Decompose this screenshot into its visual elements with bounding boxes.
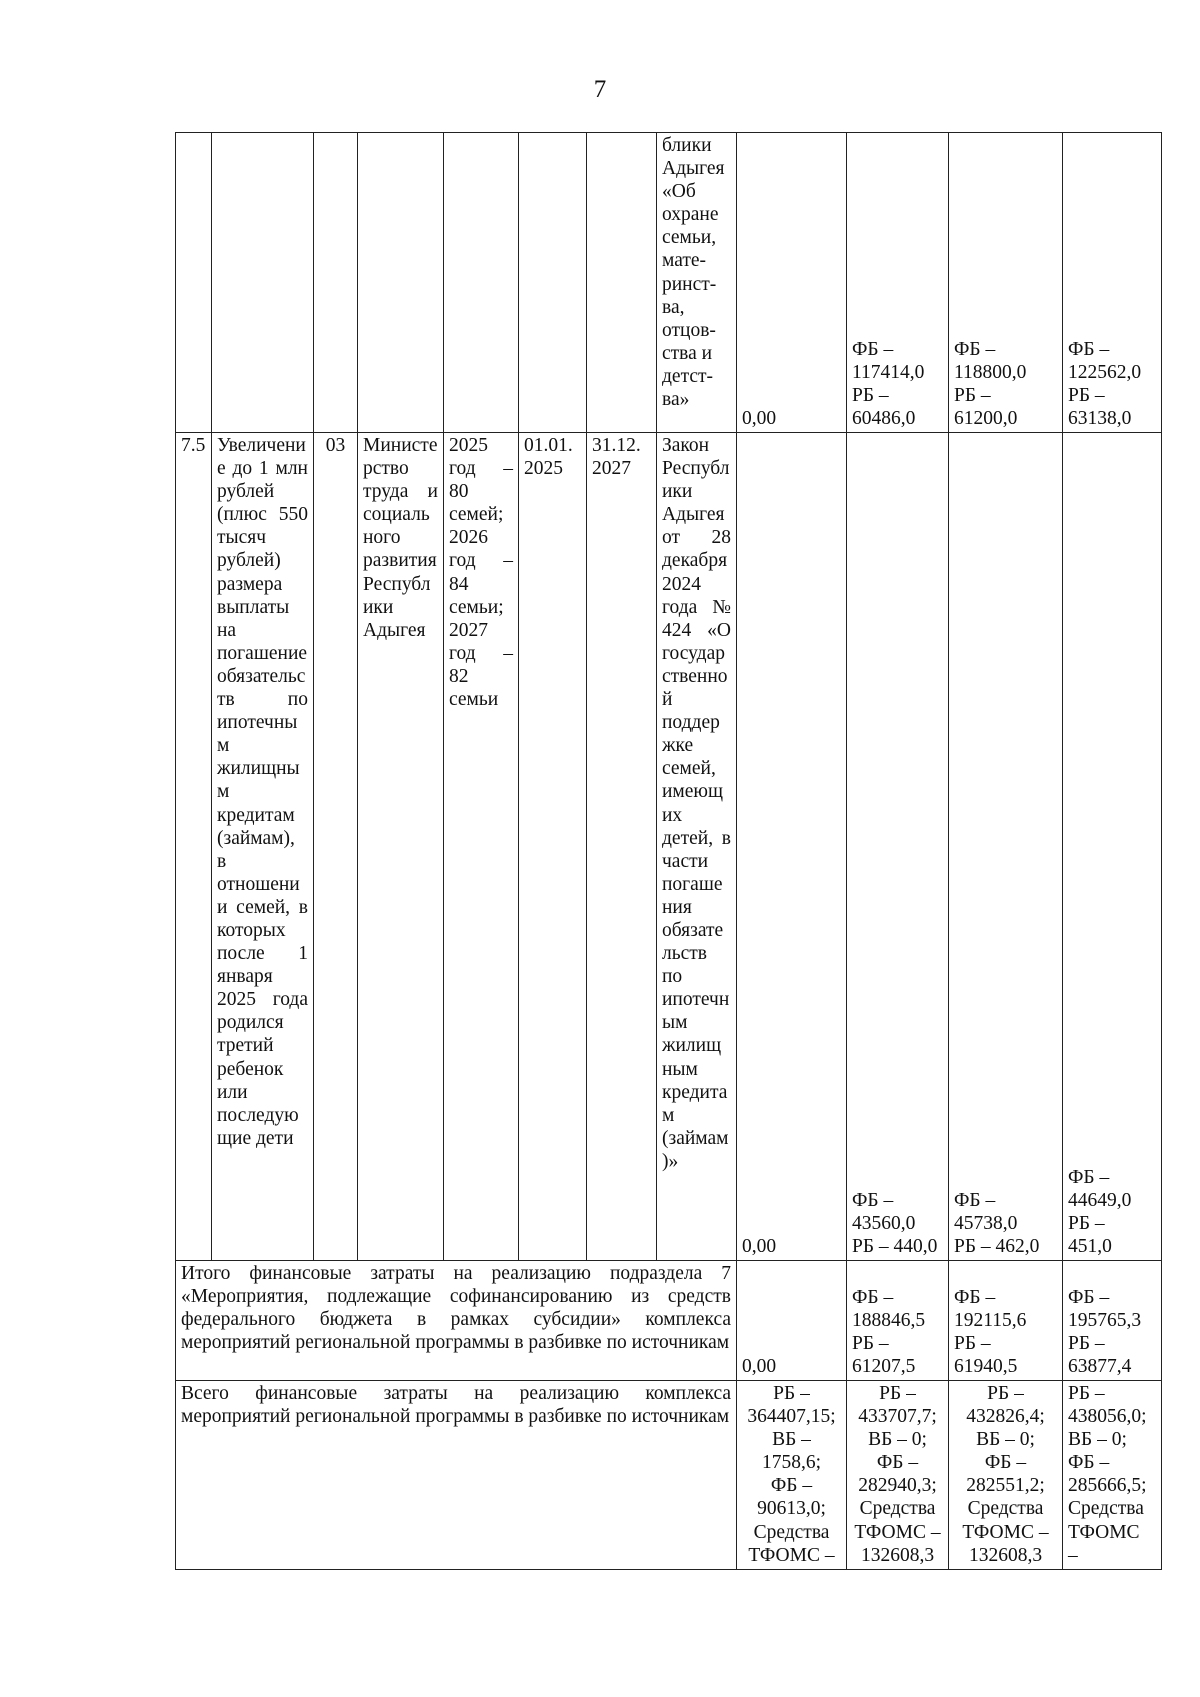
cell-funding-2024: РБ – 364407,15; ВБ – 1758,6; ФБ – 90613,0; Средства ТФОМС –	[737, 1381, 847, 1570]
cell-funding-2026: РБ – 432826,4; ВБ – 0; ФБ – 282551,2; Средства ТФОМС – 132608,3	[949, 1381, 1063, 1570]
cell-code: 03	[314, 433, 358, 1261]
cell-measure	[212, 133, 314, 433]
program-table	[175, 132, 1162, 1570]
cell-start-date: 01.01. 2025	[519, 433, 587, 1261]
cell-funding-2025: ФБ – 117414,0 РБ – 60486,0	[847, 133, 949, 433]
cell-funding-2026: ФБ – 192115,6 РБ – 61940,5	[949, 1261, 1063, 1381]
cell-funding-2025: ФБ – 43560,0 РБ – 440,0	[847, 433, 949, 1261]
cell-legal-basis: блики Адыгея «Об охране семьи, мате- ринст- ва, отцов- ства и детст- ва»	[657, 133, 737, 433]
subtotal-row	[176, 1261, 1162, 1381]
cell-funding-2027: РБ – 438056,0; ВБ – 0; ФБ – 285666,5; Средства ТФОМС –	[1063, 1381, 1162, 1570]
cell-executor: Министерство труда и социального развития Республики Адыгея	[358, 433, 444, 1261]
cell-funding-2024: 0,00	[737, 133, 847, 433]
cell-funding-2027: ФБ – 195765,3 РБ – 63877,4	[1063, 1261, 1162, 1381]
cell-funding-2026: ФБ – 118800,0 РБ – 61200,0	[949, 133, 1063, 433]
page-number: 7	[593, 76, 607, 103]
cell-funding-2024: 0,00	[737, 1261, 847, 1381]
cell-funding-2027: ФБ – 122562,0 РБ – 63138,0	[1063, 133, 1162, 433]
subtotal-label: Итого финансовые затраты на реализацию подраздела 7 «Мероприятия, подлежащие софинансированию из средств федерального бюджета в рамках субсидии» комплекса мероприятий региональной программы в разбивке по источникам	[176, 1261, 737, 1381]
cell-number	[176, 133, 212, 433]
cell-end-date	[587, 133, 657, 433]
total-label: Всего финансовые затраты на реализацию комплекса мероприятий региональной программы в разбивке по источникам	[176, 1381, 737, 1570]
cell-end-date: 31.12. 2027	[587, 433, 657, 1261]
cell-legal-basis: Закон Республики Адыгея от 28 декабря 2024 года № 424 «О государственной поддержке семей, имеющих детей, в части погашения обязательств по ипотечным жилищным кредитам (займам)»	[657, 433, 737, 1261]
cell-number: 7.5	[176, 433, 212, 1261]
cell-indicator	[444, 133, 519, 433]
measure-row-7-5	[176, 433, 1162, 1261]
cell-funding-2026: ФБ – 45738,0 РБ – 462,0	[949, 433, 1063, 1261]
cell-funding-2027: ФБ – 44649,0 РБ – 451,0	[1063, 433, 1162, 1261]
cell-indicator: 2025 год – 80 семей; 2026 год – 84 семьи; 2027 год – 82 семьи	[444, 433, 519, 1261]
cell-measure: Увеличение до 1 млн рублей (плюс 550 тысяч рублей) размера выплаты на погашение обязательств по ипотечным жилищным кредитам (займам), в отношении семей, в которых после 1 января 2025 года родился третий ребенок или последующие дети	[212, 433, 314, 1261]
cell-funding-2025: РБ – 433707,7; ВБ – 0; ФБ – 282940,3; Средства ТФОМС – 132608,3	[847, 1381, 949, 1570]
total-row	[176, 1381, 1162, 1570]
continuation-row	[176, 133, 1162, 433]
cell-funding-2024: 0,00	[737, 433, 847, 1261]
cell-funding-2025: ФБ – 188846,5 РБ – 61207,5	[847, 1261, 949, 1381]
cell-executor	[358, 133, 444, 433]
cell-code	[314, 133, 358, 433]
cell-start-date	[519, 133, 587, 433]
